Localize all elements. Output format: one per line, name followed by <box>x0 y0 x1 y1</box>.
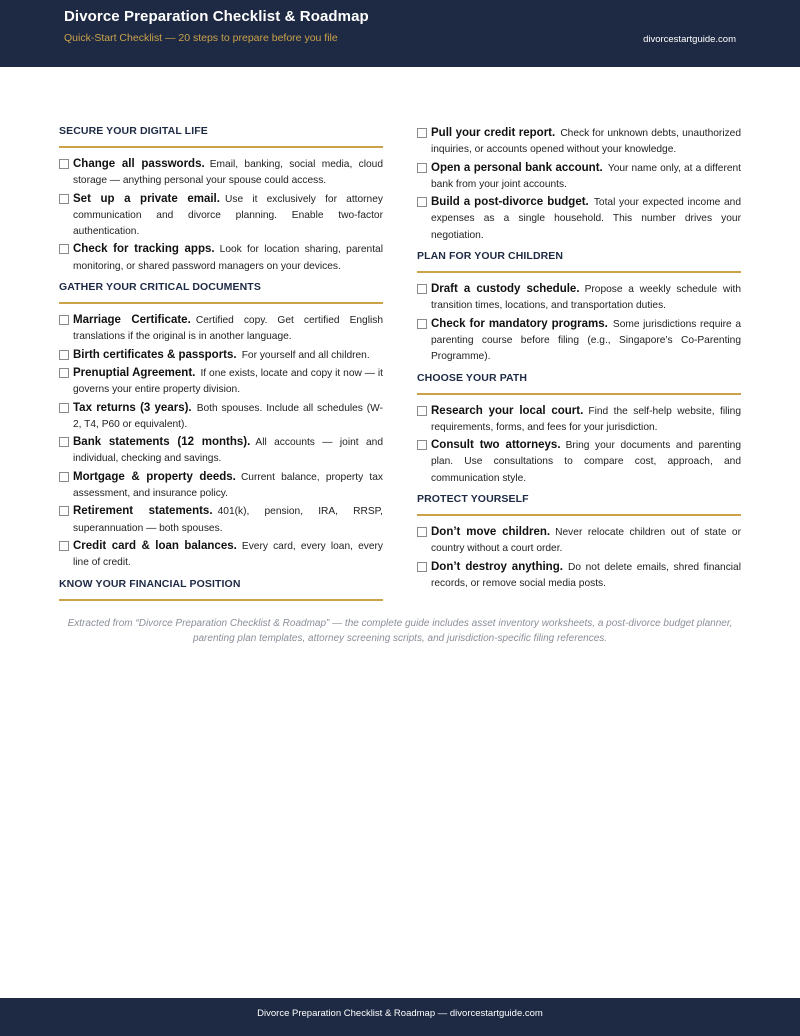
item-text: Use it exclusively for attorney communication and divorce planning. Enable two-factor authentication. <box>73 193 383 238</box>
checklist-item <box>59 191 383 241</box>
section-title: SECURE YOUR DIGITAL LIFE <box>59 125 383 148</box>
page-footer: Divorce Preparation Checklist & Roadmap — divorcestartguide.com <box>0 998 800 1036</box>
checklist-item <box>59 469 383 503</box>
checkbox-icon[interactable] <box>59 244 69 254</box>
checkbox-icon[interactable] <box>59 506 69 516</box>
item-text: If one exists, locate and copy it now — it governs your entire property division. <box>73 367 383 396</box>
checkbox-icon[interactable] <box>59 350 69 360</box>
checkbox-icon[interactable] <box>417 562 427 572</box>
checkbox-icon[interactable] <box>59 541 69 551</box>
item-title: Retirement statements. <box>73 505 213 518</box>
checkbox-icon[interactable] <box>59 315 69 325</box>
checkbox-icon[interactable] <box>417 284 427 294</box>
item-text: Every card, every loan, every line of credit. <box>73 540 383 569</box>
checklist-item <box>417 194 741 244</box>
item-text: For yourself and all children. <box>241 349 370 361</box>
item-text: Never relocate children out of state or country without a court order. <box>431 527 741 555</box>
section-gather-your-critical-documents <box>59 281 383 571</box>
page-subtitle: Quick-Start Checklist — 20 steps to prepare before you file <box>64 32 338 44</box>
page-title: Divorce Preparation Checklist & Roadmap <box>64 8 369 25</box>
checklist-item <box>59 434 383 468</box>
item-text: Both spouses. Include all schedules (W-2, T4, P60 or equivalent). <box>73 402 383 430</box>
checklist-item <box>59 156 383 190</box>
item-text: Bring your documents and parenting plan. Use consultations to compare cost, approach, and communication style. <box>431 440 742 484</box>
section-title: PLAN FOR YOUR CHILDREN <box>417 250 741 273</box>
item-text: Look for location sharing, parental monitoring, or shared password managers on your devices. <box>73 244 383 272</box>
item-title: Tax returns (3 years). <box>73 401 192 414</box>
section-continued <box>417 125 741 244</box>
checkbox-icon[interactable] <box>417 163 427 173</box>
item-title: Don’t destroy anything. <box>431 560 563 573</box>
section-plan-for-your-children <box>417 250 741 365</box>
page-header <box>0 0 800 67</box>
item-text: Email, banking, social media, cloud storage — anything personal your spouse could access. <box>73 159 383 187</box>
section-title: KNOW YOUR FINANCIAL POSITION <box>59 578 383 601</box>
section-title: PROTECT YOURSELF <box>417 493 741 516</box>
item-title: Mortgage & property deeds. <box>73 470 236 483</box>
checkbox-icon[interactable] <box>417 197 427 207</box>
item-title: Draft a custody schedule. <box>431 283 580 296</box>
checklist-item <box>59 347 383 364</box>
section-choose-your-path <box>417 372 741 487</box>
checklist-item <box>59 241 383 275</box>
checklist-item <box>417 281 741 315</box>
checkbox-icon[interactable] <box>417 406 427 416</box>
item-title: Birth certificates & passports. <box>73 348 237 361</box>
item-text: Current balance, property tax assessment, and insurance policy. <box>73 471 383 500</box>
checklist-item <box>417 125 741 159</box>
item-text: Propose a weekly schedule with transition times, locations, and transportation duties. <box>431 284 741 312</box>
item-text: Some jurisdictions require a parenting course before filing (e.g., Singapore’s Co-Parenting Programme). <box>431 318 741 363</box>
item-title: Open a personal bank account. <box>431 161 603 174</box>
header-site-link: divorcestartguide.com <box>643 34 736 45</box>
footnote: Extracted from “Divorce Preparation Checklist & Roadmap” — the complete guide includes asset inventory worksheets, a post-divorce budget planner, parenting plan templates, attorney screening scripts, and jurisdiction-specific filing references. <box>67 618 733 644</box>
checklist-item <box>417 524 741 558</box>
left-column <box>59 125 383 609</box>
checklist-item <box>59 312 383 346</box>
checklist-item <box>59 538 383 572</box>
item-text: Total your expected income and expenses as a single household. This number drives your negotiation. <box>431 197 741 241</box>
section-protect-yourself <box>417 493 741 592</box>
checkbox-icon[interactable] <box>59 472 69 482</box>
item-title: Pull your credit report. <box>431 127 556 139</box>
item-title: Research your local court. <box>431 404 584 417</box>
checkbox-icon[interactable] <box>417 319 427 329</box>
section-title: GATHER YOUR CRITICAL DOCUMENTS <box>59 281 383 304</box>
checkbox-icon[interactable] <box>59 403 69 413</box>
item-title: Build a post-divorce budget. <box>431 196 589 209</box>
item-title: Marriage Certificate. <box>73 314 191 327</box>
section-know-your-financial-position <box>59 578 383 601</box>
item-text: Do not delete emails, shred financial records, or remove social media posts. <box>431 561 741 589</box>
checkbox-icon[interactable] <box>417 128 427 138</box>
checkbox-icon[interactable] <box>59 159 69 169</box>
item-title: Don’t move children. <box>431 526 551 539</box>
checklist-item <box>59 503 383 537</box>
section-secure-your-digital-life <box>59 125 383 275</box>
checklist-item <box>417 403 741 437</box>
item-text: All accounts — joint and individual, checking and savings. <box>73 437 383 465</box>
item-text: 401(k), pension, IRA, RRSP, superannuation — both spouses. <box>73 506 383 534</box>
section-title: CHOOSE YOUR PATH <box>417 372 741 395</box>
item-text: Your name only, at a different bank from your joint accounts. <box>431 162 742 190</box>
checkbox-icon[interactable] <box>417 440 427 450</box>
right-column <box>417 125 741 598</box>
checkbox-icon[interactable] <box>59 368 69 378</box>
checkbox-icon[interactable] <box>59 194 69 204</box>
checklist-item <box>417 316 741 366</box>
item-title: Credit card & loan balances. <box>73 539 237 552</box>
checkbox-icon[interactable] <box>417 527 427 537</box>
item-title: Set up a private email. <box>73 192 220 205</box>
item-title: Prenuptial Agreement. <box>73 366 196 379</box>
checklist-item <box>59 400 383 434</box>
item-text: Check for unknown debts, unauthorized inquiries, or accounts opened without your knowledge. <box>431 128 742 156</box>
item-title: Consult two attorneys. <box>431 439 561 452</box>
checklist-item <box>417 559 741 593</box>
checkbox-icon[interactable] <box>59 437 69 447</box>
item-title: Bank statements (12 months). <box>73 436 251 449</box>
checklist-item <box>417 160 741 194</box>
item-text: Certified copy. Get certified English translations if the original is in another language. <box>73 315 383 343</box>
item-title: Check for tracking apps. <box>73 243 215 256</box>
checklist-item <box>417 437 741 487</box>
item-title: Check for mandatory programs. <box>431 317 608 330</box>
item-text: Find the self-help website, filing requirements, forms, and fees for your jurisdiction. <box>431 405 741 433</box>
item-title: Change all passwords. <box>73 158 205 170</box>
checklist-item <box>59 365 383 399</box>
